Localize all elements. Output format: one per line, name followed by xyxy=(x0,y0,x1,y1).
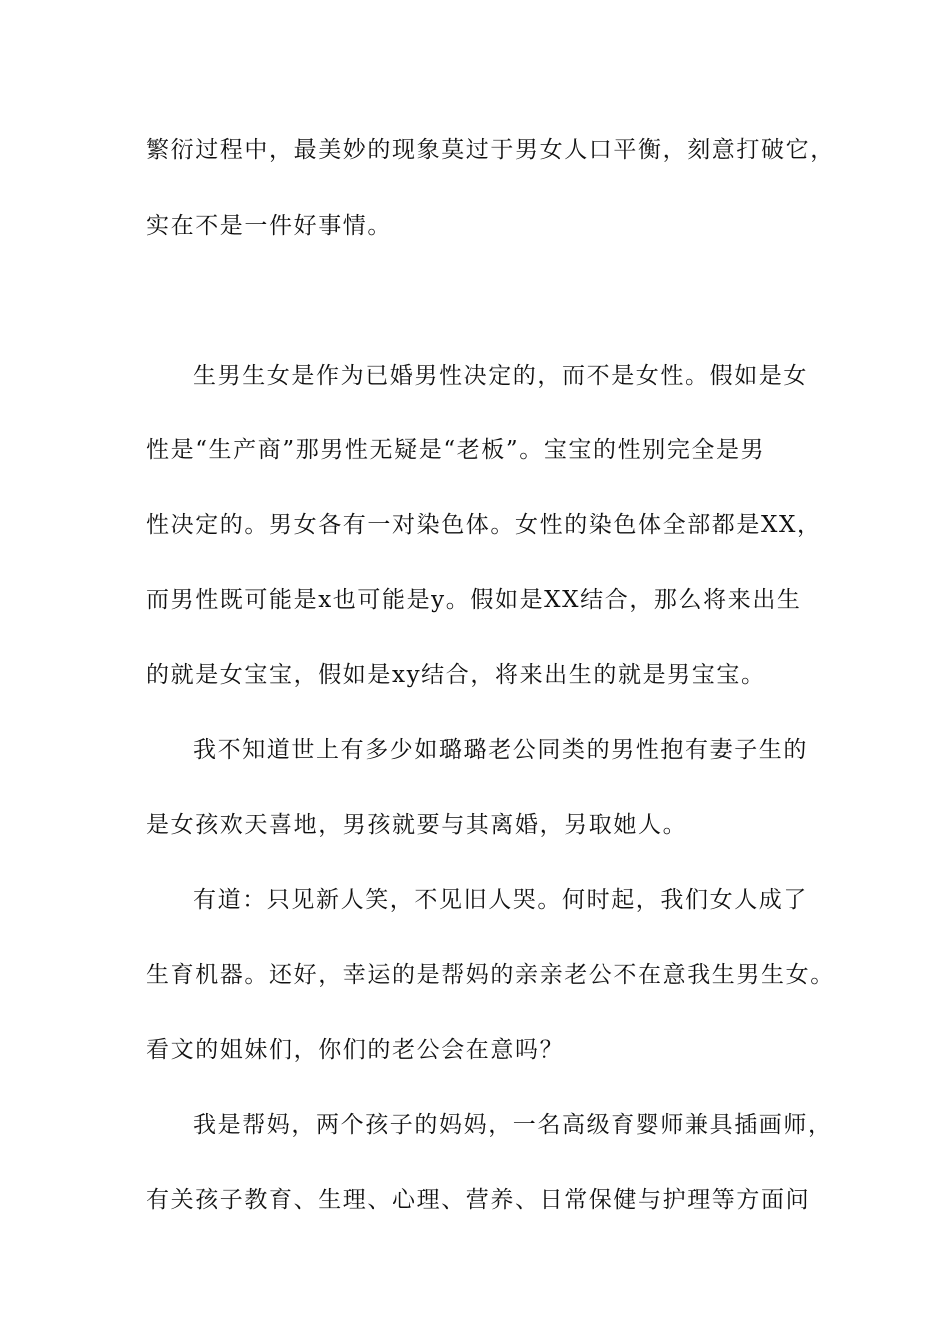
text-line: 性决定的。男女各有一对染色体。女性的染色体全部都是XX， xyxy=(146,512,822,538)
text-line: 而男性既可能是x也可能是y。假如是XX结合，那么将来出生 xyxy=(146,587,802,613)
text-line: 看文的姐妹们，你们的老公会在意吗？ xyxy=(146,1037,565,1063)
text-line: 实在不是一件好事情。 xyxy=(146,213,392,239)
text-line: 我是帮妈，两个孩子的妈妈，一名高级育婴师兼具插画师， xyxy=(193,1112,833,1138)
text-line: 性是“生产商”那男性无疑是“老板”。宝宝的性别完全是男 xyxy=(146,437,766,463)
text-line: 我不知道世上有多少如璐璐老公同类的男性抱有妻子生的 xyxy=(193,737,808,763)
text-line: 生育机器。还好，幸运的是帮妈的亲亲老公不在意我生男生女。 xyxy=(146,962,835,988)
text-line: 生男生女是作为已婚男性决定的，而不是女性。假如是女 xyxy=(193,363,808,389)
text-line: 有道：只见新人笑，不见旧人哭。何时起，我们女人成了 xyxy=(193,887,808,913)
text-line: 是女孩欢天喜地，男孩就要与其离婚，另取她人。 xyxy=(146,812,688,838)
text-line: 有关孩子教育、生理、心理、营养、日常保健与护理等方面问 xyxy=(146,1187,811,1213)
text-line: 繁衍过程中，最美妙的现象莫过于男女人口平衡，刻意打破它， xyxy=(146,137,835,163)
text-line: 的就是女宝宝，假如是xy结合，将来出生的就是男宝宝。 xyxy=(146,662,766,688)
